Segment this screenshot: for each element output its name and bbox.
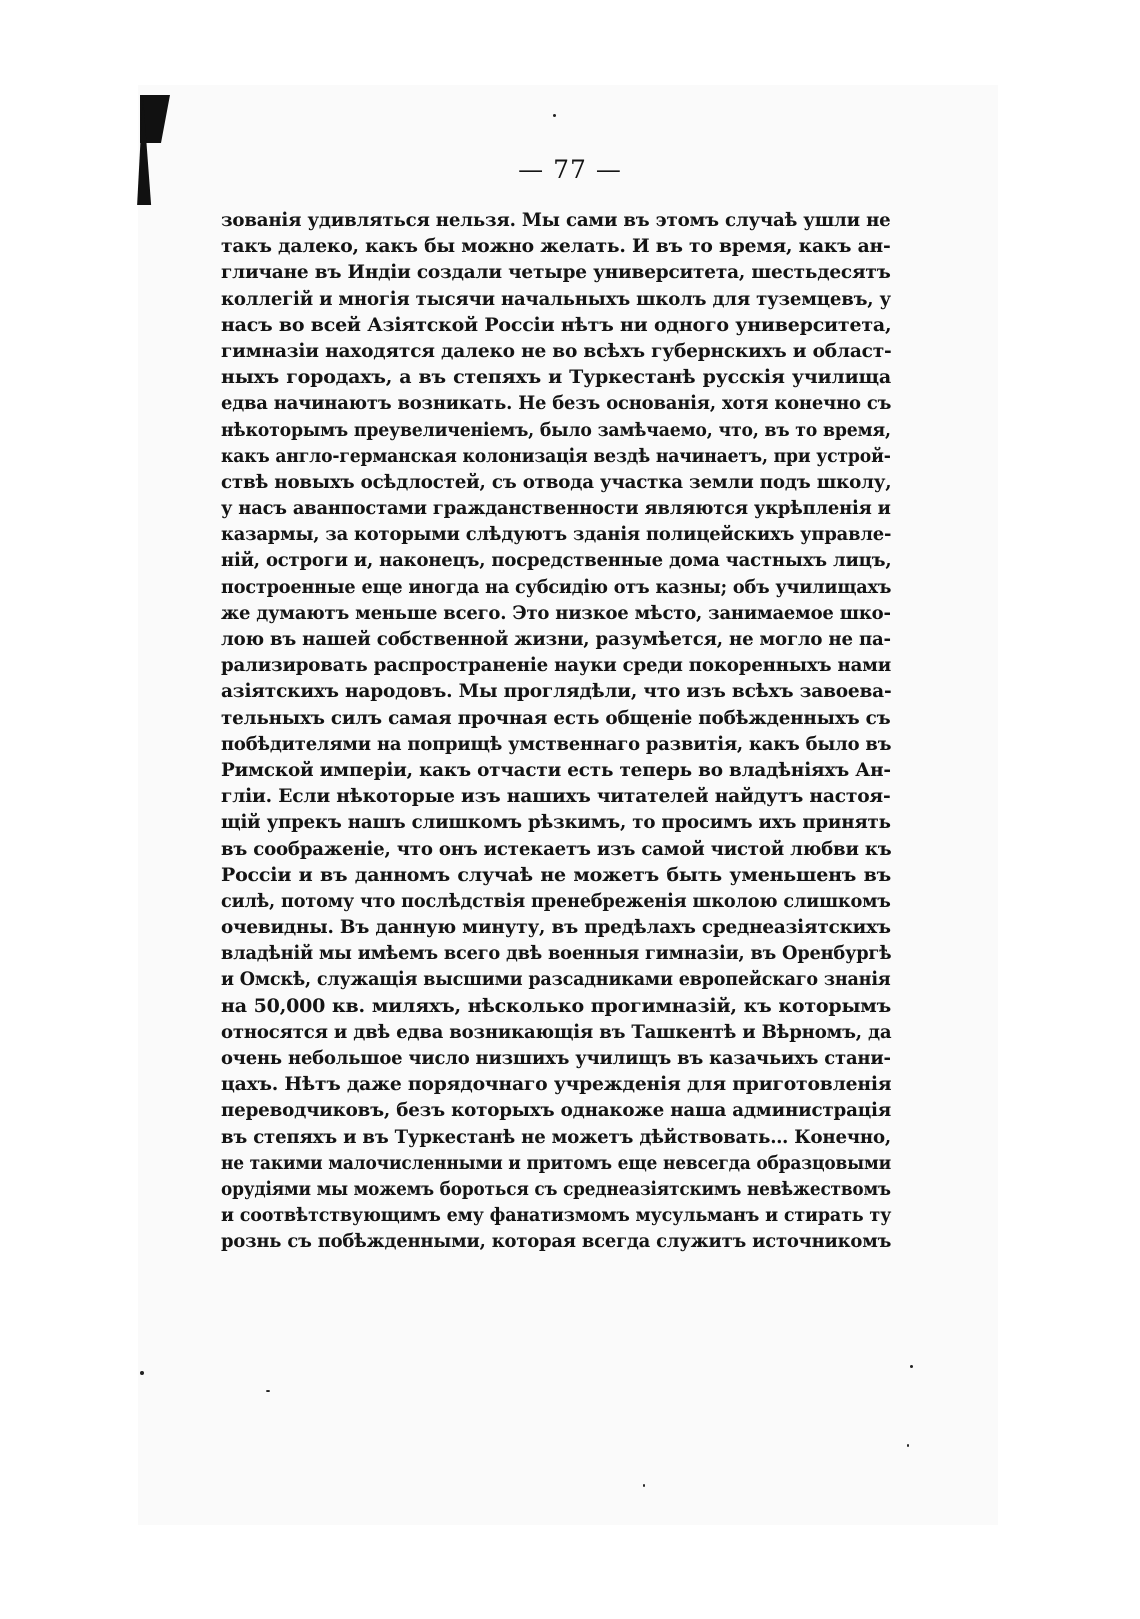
text-line: же думаютъ меньше всего. Это низкое мѣсто, занимаемое шко- (221, 601, 891, 624)
text-line: и Омскѣ, служащія высшими разсадниками европейскаго знанія (221, 968, 891, 991)
text-line: зованія удивляться нельзя. Мы сами въ этомъ случаѣ ушли не (221, 209, 891, 231)
text-line: цахъ. Нѣтъ даже порядочнаго учрежденія для приготовленія (221, 1073, 892, 1096)
text-line: Россіи и въ данномъ случаѣ не можетъ быть уменьшенъ въ (221, 863, 891, 886)
text-line: построенные еще иногда на субсидію отъ казны; объ училищахъ (221, 575, 892, 598)
scan-speck (140, 1371, 144, 1375)
scan-speck (910, 1365, 913, 1368)
scan-speck (553, 114, 556, 117)
text-line: едва начинаютъ возникать. Не безъ основанія, хотя конечно съ (221, 392, 892, 415)
text-line: какъ англо-германская колонизація вездѣ начинаетъ, при устрой- (221, 444, 891, 467)
scan-speck (266, 1390, 270, 1392)
text-line: гимназіи находятся далеко не во всѣхъ губернскихъ и област- (221, 339, 892, 362)
text-line: гличане въ Индіи создали четыре университета, шестьдесятъ (221, 261, 891, 284)
text-line: у насъ аванпостами гражданственности являются укрѣпленія и (221, 497, 891, 520)
body-text (221, 207, 891, 1255)
text-line: щій упрекъ нашъ слишкомъ рѣзкимъ, то просимъ ихъ принять (221, 811, 891, 834)
scan-speck (907, 1444, 909, 1447)
text-line: ній, остроги и, наконецъ, посредственные дома частныхъ лицъ, (221, 549, 892, 572)
text-line: ныхъ городахъ, а въ степяхъ и Туркестанѣ русскія училища (221, 366, 891, 389)
text-line: Римской имперіи, какъ отчасти есть теперь во владѣніяхъ Ан- (221, 758, 891, 781)
text-line: силѣ, потому что послѣдствія пренебреженія школою слишкомъ (221, 889, 891, 912)
text-line: побѣдителями на поприщѣ умственнаго развитія, какъ было въ (221, 732, 892, 755)
text-line: переводчиковъ, безъ которыхъ однакоже наша администрація (221, 1099, 892, 1122)
text-line: лою въ нашей собственной жизни, разумѣется, не могло не па- (221, 628, 891, 650)
text-line: относятся и двѣ едва возникающія въ Ташкентѣ и Вѣрномъ, да (221, 1020, 892, 1043)
text-line: казармы, за которыми слѣдуютъ зданія полицейскихъ управле- (221, 523, 892, 546)
text-line: такъ далеко, какъ бы можно желать. И въ то время, какъ ан- (221, 235, 891, 258)
text-line: насъ во всей Азіятской Россіи нѣтъ ни одного университета, (221, 313, 892, 336)
text-line: орудіями мы можемъ бороться съ среднеазіятскимъ невѣжествомъ (221, 1177, 891, 1200)
page-number: — 77 — (518, 155, 622, 184)
text-line: не такими малочисленными и притомъ еще невсегда образцовыми (221, 1151, 892, 1174)
text-line: въ соображеніе, что онъ истекаетъ изъ самой чистой любви къ (221, 837, 892, 860)
text-line: на 50,000 кв. миляхъ, нѣсколько прогимназій, къ которымъ (221, 994, 891, 1017)
text-line: гліи. Если нѣкоторые изъ нашихъ читателей найдутъ настоя- (221, 785, 891, 808)
text-line: рализировать распространеніе науки среди покоренныхъ нами (221, 654, 892, 677)
text-line: владѣній мы имѣемъ всего двѣ военныя гимназіи, въ Оренбургѣ (221, 942, 892, 965)
text-line: тельныхъ силъ самая прочная есть общеніе побѣжденныхъ съ (221, 706, 891, 729)
text-line: нѣкоторымъ преувеличеніемъ, было замѣчаемо, что, въ то время, (221, 418, 891, 441)
scan-speck (643, 1484, 645, 1487)
text-line: ствѣ новыхъ осѣдлостей, съ отвода участка земли подъ школу, (221, 470, 892, 493)
text-line: коллегій и многія тысячи начальныхъ школъ для туземцевъ, у (221, 287, 891, 310)
text-line: очевидны. Въ данную минуту, въ предѣлахъ среднеазіятскихъ (221, 916, 891, 939)
text-line: и соотвѣтствующимъ ему фанатизмомъ мусульманъ и стирать ту (221, 1204, 892, 1227)
text-line: очень небольшое число низшихъ училищъ въ казачьихъ стани- (221, 1047, 891, 1069)
text-line: въ степяхъ и въ Туркестанѣ не можетъ дѣйствовать… Конечно, (221, 1125, 891, 1148)
text-line: азіятскихъ народовъ. Мы проглядѣли, что изъ всѣхъ завоева- (221, 680, 892, 703)
text-line: рознь съ побѣжденными, которая всегда служитъ источникомъ (221, 1230, 892, 1253)
